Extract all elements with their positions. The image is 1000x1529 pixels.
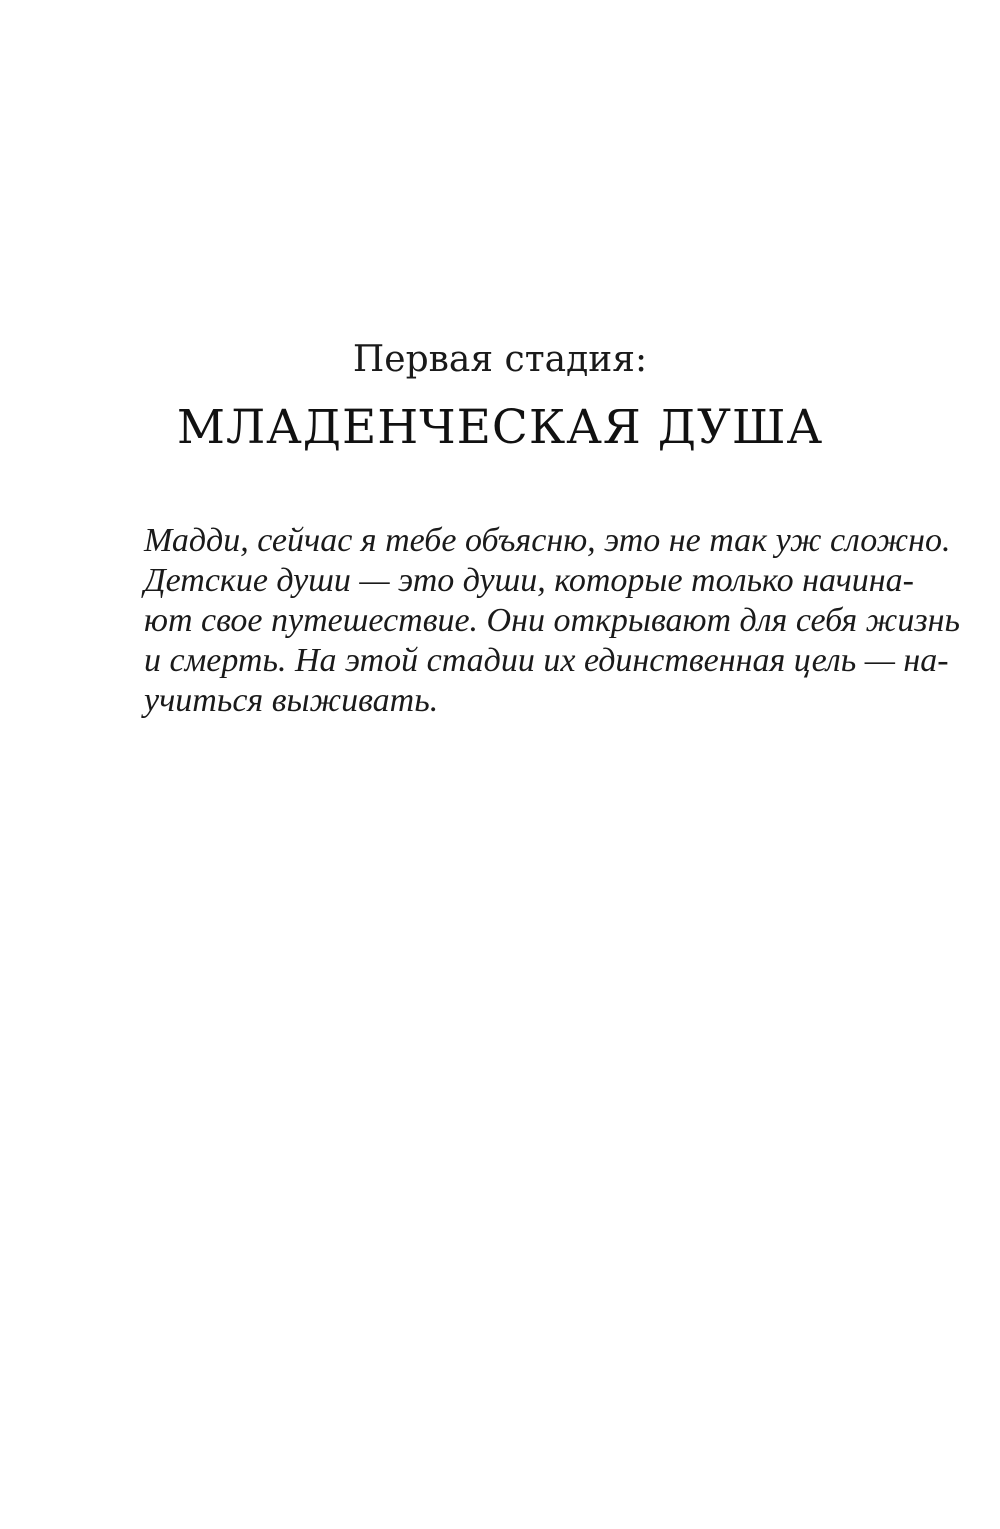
epigraph-line: и смерть. На этой стадии их единственная цель — на- <box>144 642 949 679</box>
epigraph-line: Детские души — это души, которые только начина- <box>144 562 914 599</box>
chapter-title: МЛАДЕНЧЕСКАЯ ДУША <box>176 400 824 455</box>
epigraph-line: учиться выживать. <box>144 682 439 719</box>
epigraph-paragraph <box>144 521 960 721</box>
chapter-subtitle: Первая стадия: <box>352 339 648 380</box>
epigraph-line: ют свое путешествие. Они открывают для себя жизнь <box>144 602 960 639</box>
epigraph-line: Мадди, сейчас я тебе объясню, это не так уж сложно. <box>144 522 951 559</box>
